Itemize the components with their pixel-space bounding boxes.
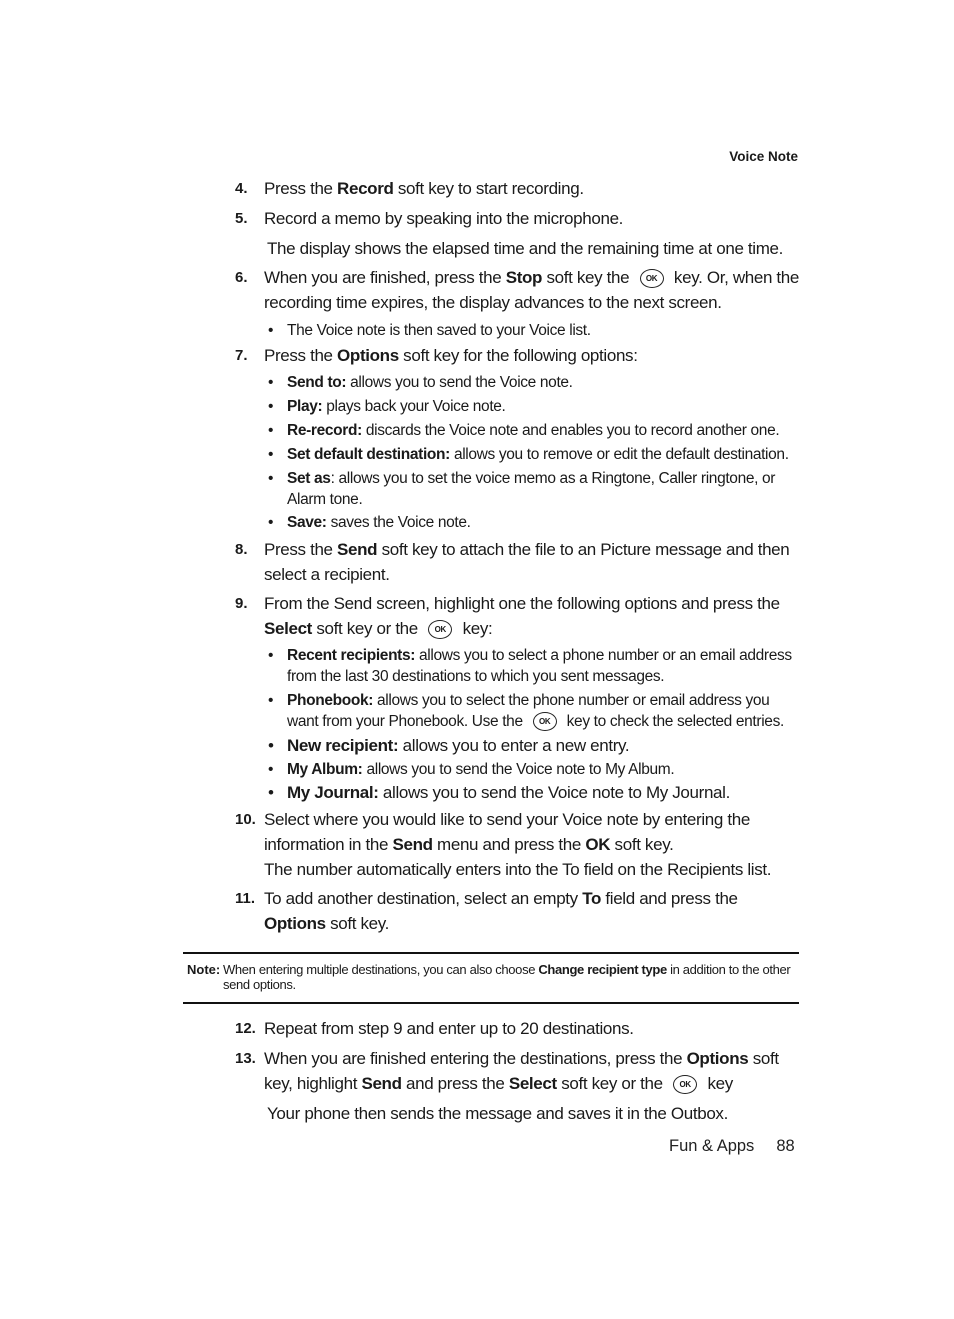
step-number: 6.	[235, 269, 248, 286]
bullet-icon: •	[268, 422, 274, 439]
step-text: Select where you would like to send your Voice note by entering the information in the Send menu and press the OK soft key.	[264, 810, 750, 854]
bullet-icon: •	[268, 761, 274, 778]
step-number: 10.	[235, 811, 256, 828]
section-header: Voice Note	[729, 149, 798, 164]
ok-key-icon: OK	[640, 269, 664, 288]
bullet-icon: •	[268, 322, 274, 339]
note-label: Note:	[187, 962, 221, 977]
step-text: When you are finished, press the Stop soft key the OK key. Or, when the recording time expires, the display advances to the next screen.	[264, 268, 800, 312]
bullet-icon: •	[268, 647, 274, 664]
note-top-rule	[183, 952, 799, 954]
ok-key-icon: OK	[673, 1075, 697, 1094]
note-text: When entering multiple destinations, you can also choose Change recipient type in addition to the other send options.	[223, 962, 791, 992]
page-footer	[669, 1137, 795, 1156]
step-number: 7.	[235, 347, 248, 364]
note-bottom-rule	[183, 1002, 799, 1004]
step-text: From the Send screen, highlight one the following options and press the Select soft key or the OK key:	[264, 594, 780, 638]
bullet-icon: •	[268, 783, 274, 802]
footer-section: Fun & Apps	[669, 1137, 755, 1155]
step-number: 9.	[235, 595, 248, 612]
ok-key-icon: OK	[533, 712, 557, 731]
step-text: Press the Record soft key to start recording.	[264, 179, 584, 198]
ok-key-icon: OK	[428, 620, 452, 639]
step-number: 8.	[235, 541, 248, 558]
step-text: Press the Send soft key to attach the file to an Picture message and then select a recipient.	[264, 540, 790, 584]
step-text: Record a memo by speaking into the microphone.	[264, 209, 624, 228]
step-number: 12.	[235, 1020, 256, 1037]
bullet-icon: •	[268, 446, 274, 463]
step-13-detail: Your phone then sends the message and saves it in the Outbox.	[267, 1104, 728, 1123]
step-number: 4.	[235, 180, 248, 197]
page-number: 88	[776, 1137, 795, 1155]
bullet-icon: •	[268, 470, 274, 487]
step-text: When you are finished entering the destinations, press the Options soft key, highlight Send and press the Select soft key or the OK key	[264, 1049, 779, 1093]
step-number: 13.	[235, 1050, 256, 1067]
bullet-icon: •	[268, 692, 274, 709]
bullet-icon: •	[268, 514, 274, 531]
bullet-icon: •	[268, 736, 274, 755]
bullet-icon: •	[268, 374, 274, 391]
step-number: 5.	[235, 210, 248, 227]
step-5-detail: The display shows the elapsed time and the remaining time at one time.	[267, 239, 784, 258]
step-number: 11.	[235, 890, 256, 907]
bullet-icon: •	[268, 398, 274, 415]
step-text: Press the Options soft key for the following options:	[264, 346, 638, 365]
step-text: Repeat from step 9 and enter up to 20 destinations.	[264, 1019, 634, 1038]
step-text: To add another destination, select an empty To field and press the Options soft key.	[264, 889, 738, 933]
step-10-detail: The number automatically enters into the To field on the Recipients list.	[264, 860, 772, 879]
